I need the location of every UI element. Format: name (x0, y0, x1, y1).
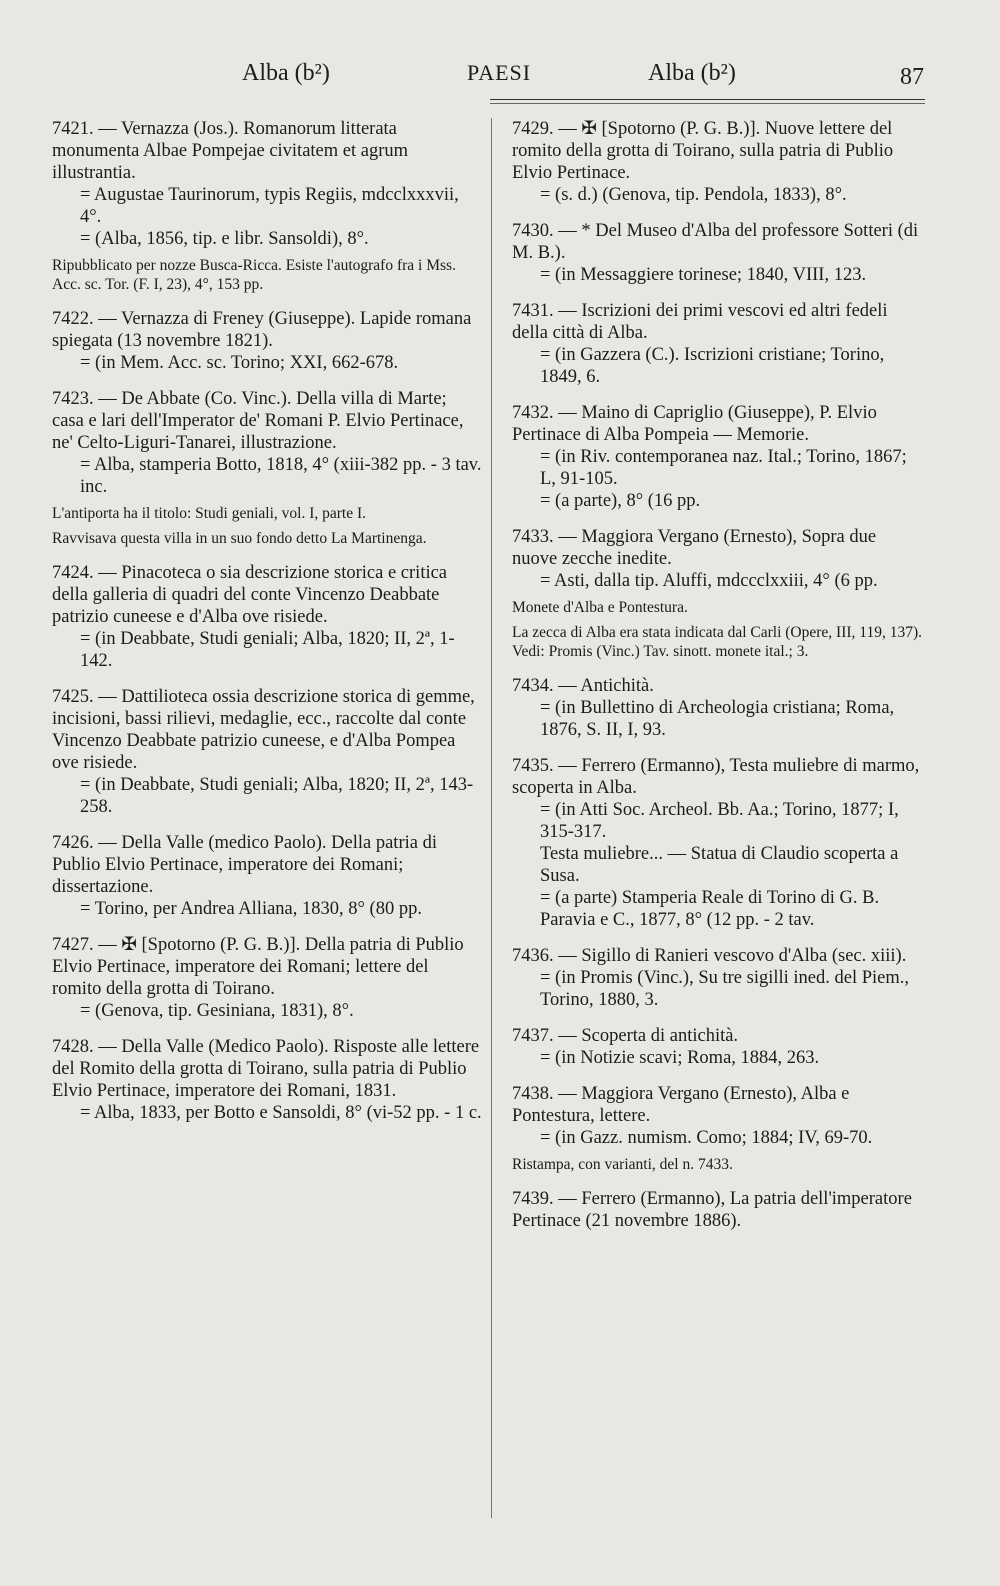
bibliography-entry (512, 755, 924, 931)
entry-title: 7434. — Antichità. (512, 676, 654, 696)
entry-publication: = (in Riv. contemporanea naz. Ital.; Torino, 1867; L, 91-105. (540, 447, 907, 489)
entry-note: Ristampa, con varianti, del n. 7433. (512, 1156, 733, 1173)
bibliography-entry (512, 526, 924, 661)
bibliography-entry (512, 220, 924, 286)
entry-title: 7432. — Maino di Capriglio (Giuseppe), P. Elvio Pertinace di Alba Pompeia — Memorie. (512, 403, 877, 445)
header-rule (490, 99, 925, 100)
entry-title: 7422. — Vernazza di Freney (Giuseppe). Lapide romana spiegata (13 novembre 1821). (52, 309, 472, 351)
right-column (512, 118, 924, 1246)
entry-title: 7435. — Ferrero (Ermanno), Testa muliebre di marmo, scoperta in Alba. (512, 756, 920, 798)
entry-note: L'antiporta ha il titolo: Studi geniali, vol. I, parte I. (52, 505, 367, 522)
entry-publication: = (in Gazzera (C.). Iscrizioni cristiane; Torino, 1849, 6. (540, 345, 885, 387)
entry-publication: = (a parte), 8° (16 pp. (540, 491, 701, 511)
bibliography-entry (512, 945, 924, 1011)
entry-publication: Testa muliebre... — Statua di Claudio scoperta a Susa. (540, 844, 899, 886)
entry-note: La zecca di Alba era stata indicata dal Carli (Opere, III, 119, 137). Vedi: Promis (Vinc.) Tav. sinott. monete ital.; 3. (512, 624, 922, 660)
entry-title: 7436. — Sigillo di Ranieri vescovo d'Alba (sec. xiii). (512, 946, 907, 966)
bibliography-entry (52, 1036, 482, 1124)
entry-publication: = Alba, stamperia Botto, 1818, 4° (xiii-382 pp. - 3 tav. inc. (80, 455, 482, 497)
entry-publication: = (in Deabbate, Studi geniali; Alba, 1820; II, 2ª, 143-258. (80, 775, 474, 817)
entry-publication: = (in Messaggiere torinese; 1840, VIII, 123. (540, 265, 867, 285)
entry-note: Ravvisava questa villa in un suo fondo detto La Martinenga. (52, 530, 427, 547)
entry-publication: = (s. d.) (Genova, tip. Pendola, 1833), 8°. (540, 185, 847, 205)
header-center-title: PAESI (467, 60, 532, 85)
entry-title: 7438. — Maggiora Vergano (Ernesto), Alba e Pontestura, lettere. (512, 1084, 850, 1126)
entry-title: 7423. — De Abbate (Co. Vinc.). Della villa di Marte; casa e lari dell'Imperator de' Romani P. Elvio Pertinace, ne' Celto-Liguri-Tanarei, illustrazione. (52, 389, 464, 453)
entry-publication: = (Alba, 1856, tip. e libr. Sansoldi), 8°. (80, 229, 369, 249)
bibliography-entry (52, 562, 482, 672)
entry-publication: = (in Notizie scavi; Roma, 1884, 263. (540, 1048, 820, 1068)
entry-publication: = (Genova, tip. Gesiniana, 1831), 8°. (80, 1001, 354, 1021)
bibliography-entry (512, 1083, 924, 1174)
entry-title: 7429. — ✠ [Spotorno (P. G. B.)]. Nuove lettere del romito della grotta di Toirano, sulla patria di Publio Elvio Pertinace. (512, 119, 894, 183)
entry-publication: = Asti, dalla tip. Aluffi, mdccclxxiii, 4° (6 pp. (540, 571, 878, 591)
entry-note: Monete d'Alba e Pontestura. (512, 599, 688, 616)
entry-publication: = (in Atti Soc. Archeol. Bb. Aa.; Torino, 1877; I, 315-317. (540, 800, 899, 842)
entry-title: 7428. — Della Valle (Medico Paolo). Risposte alle lettere del Romito della grotta di Toirano, sulla patria di Publio Elvio Pertinace, imperatore dei Romani, 1831. (52, 1037, 480, 1101)
column-divider (491, 118, 492, 1518)
bibliography-entry (52, 832, 482, 920)
entry-publication: = Alba, 1833, per Botto e Sansoldi, 8° (vi-52 pp. - 1 c. (80, 1103, 482, 1123)
entry-title: 7421. — Vernazza (Jos.). Romanorum litterata monumenta Albae Pompejae civitatem et agrum illustrantia. (52, 119, 409, 183)
entry-publication: = (in Deabbate, Studi geniali; Alba, 1820; II, 2ª, 1-142. (80, 629, 455, 671)
header-left-title: Alba (b²) (242, 60, 330, 86)
bibliography-entry (512, 300, 924, 388)
bibliography-entry (52, 388, 482, 548)
page-header (60, 58, 940, 98)
entry-title: 7431. — Iscrizioni dei primi vescovi ed altri fedeli della città di Alba. (512, 301, 888, 343)
header-right-title: Alba (b²) (648, 60, 736, 86)
entry-title: 7425. — Dattilioteca ossia descrizione storica di gemme, incisioni, bassi rilievi, medaglie, ecc., raccolte dal conte Vincenzo Deabbate patrizio cuneese, e d'Alba Pompea ove risiede. (52, 687, 475, 773)
entry-note: Ripubblicato per nozze Busca-Ricca. Esiste l'autografo fra i Mss. Acc. sc. Tor. (F. I, 23), 4°, 153 pp. (52, 257, 456, 293)
entry-publication: = Augustae Taurinorum, typis Regiis, mdcclxxxvii, 4°. (80, 185, 459, 227)
entry-publication: = Torino, per Andrea Alliana, 1830, 8° (80 pp. (80, 899, 422, 919)
entry-publication: = (in Bullettino di Archeologia cristiana; Roma, 1876, S. II, I, 93. (540, 698, 895, 740)
entry-title: 7427. — ✠ [Spotorno (P. G. B.)]. Della patria di Publio Elvio Pertinace, imperatore dei Romani; lettere del romito della grotta di Toirano. (52, 935, 464, 999)
bibliography-entry (512, 1025, 924, 1069)
entry-title: 7439. — Ferrero (Ermanno), La patria dell'imperatore Pertinace (21 novembre 1886). (512, 1189, 912, 1231)
bibliography-entry (512, 402, 924, 512)
bibliography-entry (52, 686, 482, 818)
entry-title: 7424. — Pinacoteca o sia descrizione storica e critica della galleria di quadri del conte Vincenzo Deabbate patrizio cuneese e d'Alba ove risiede. (52, 563, 448, 627)
entry-publication: = (in Mem. Acc. sc. Torino; XXI, 662-678. (80, 353, 399, 373)
entry-publication: = (in Gazz. numism. Como; 1884; IV, 69-70. (540, 1128, 873, 1148)
bibliography-entry (52, 934, 482, 1022)
entry-title: 7426. — Della Valle (medico Paolo). Della patria di Publio Elvio Pertinace, imperatore dei Romani; dissertazione. (52, 833, 437, 897)
entry-title: 7433. — Maggiora Vergano (Ernesto), Sopra due nuove zecche inedite. (512, 527, 877, 569)
bibliography-entry (52, 308, 482, 374)
left-column (52, 118, 482, 1138)
bibliography-entry (512, 1188, 924, 1232)
entry-publication: = (in Promis (Vinc.), Su tre sigilli ined. del Piem., Torino, 1880, 3. (540, 968, 910, 1010)
bibliography-entry (512, 675, 924, 741)
bibliography-entry (52, 118, 482, 294)
entry-title: 7430. — * Del Museo d'Alba del professore Sotteri (di M. B.). (512, 221, 919, 263)
bibliography-entry (512, 118, 924, 206)
entry-publication: = (a parte) Stamperia Reale di Torino di G. B. Paravia e C., 1877, 8° (12 pp. - 2 tav. (540, 888, 880, 930)
page-number: 87 (900, 64, 924, 90)
entry-title: 7437. — Scoperta di antichità. (512, 1026, 739, 1046)
header-rule-secondary (490, 103, 925, 104)
